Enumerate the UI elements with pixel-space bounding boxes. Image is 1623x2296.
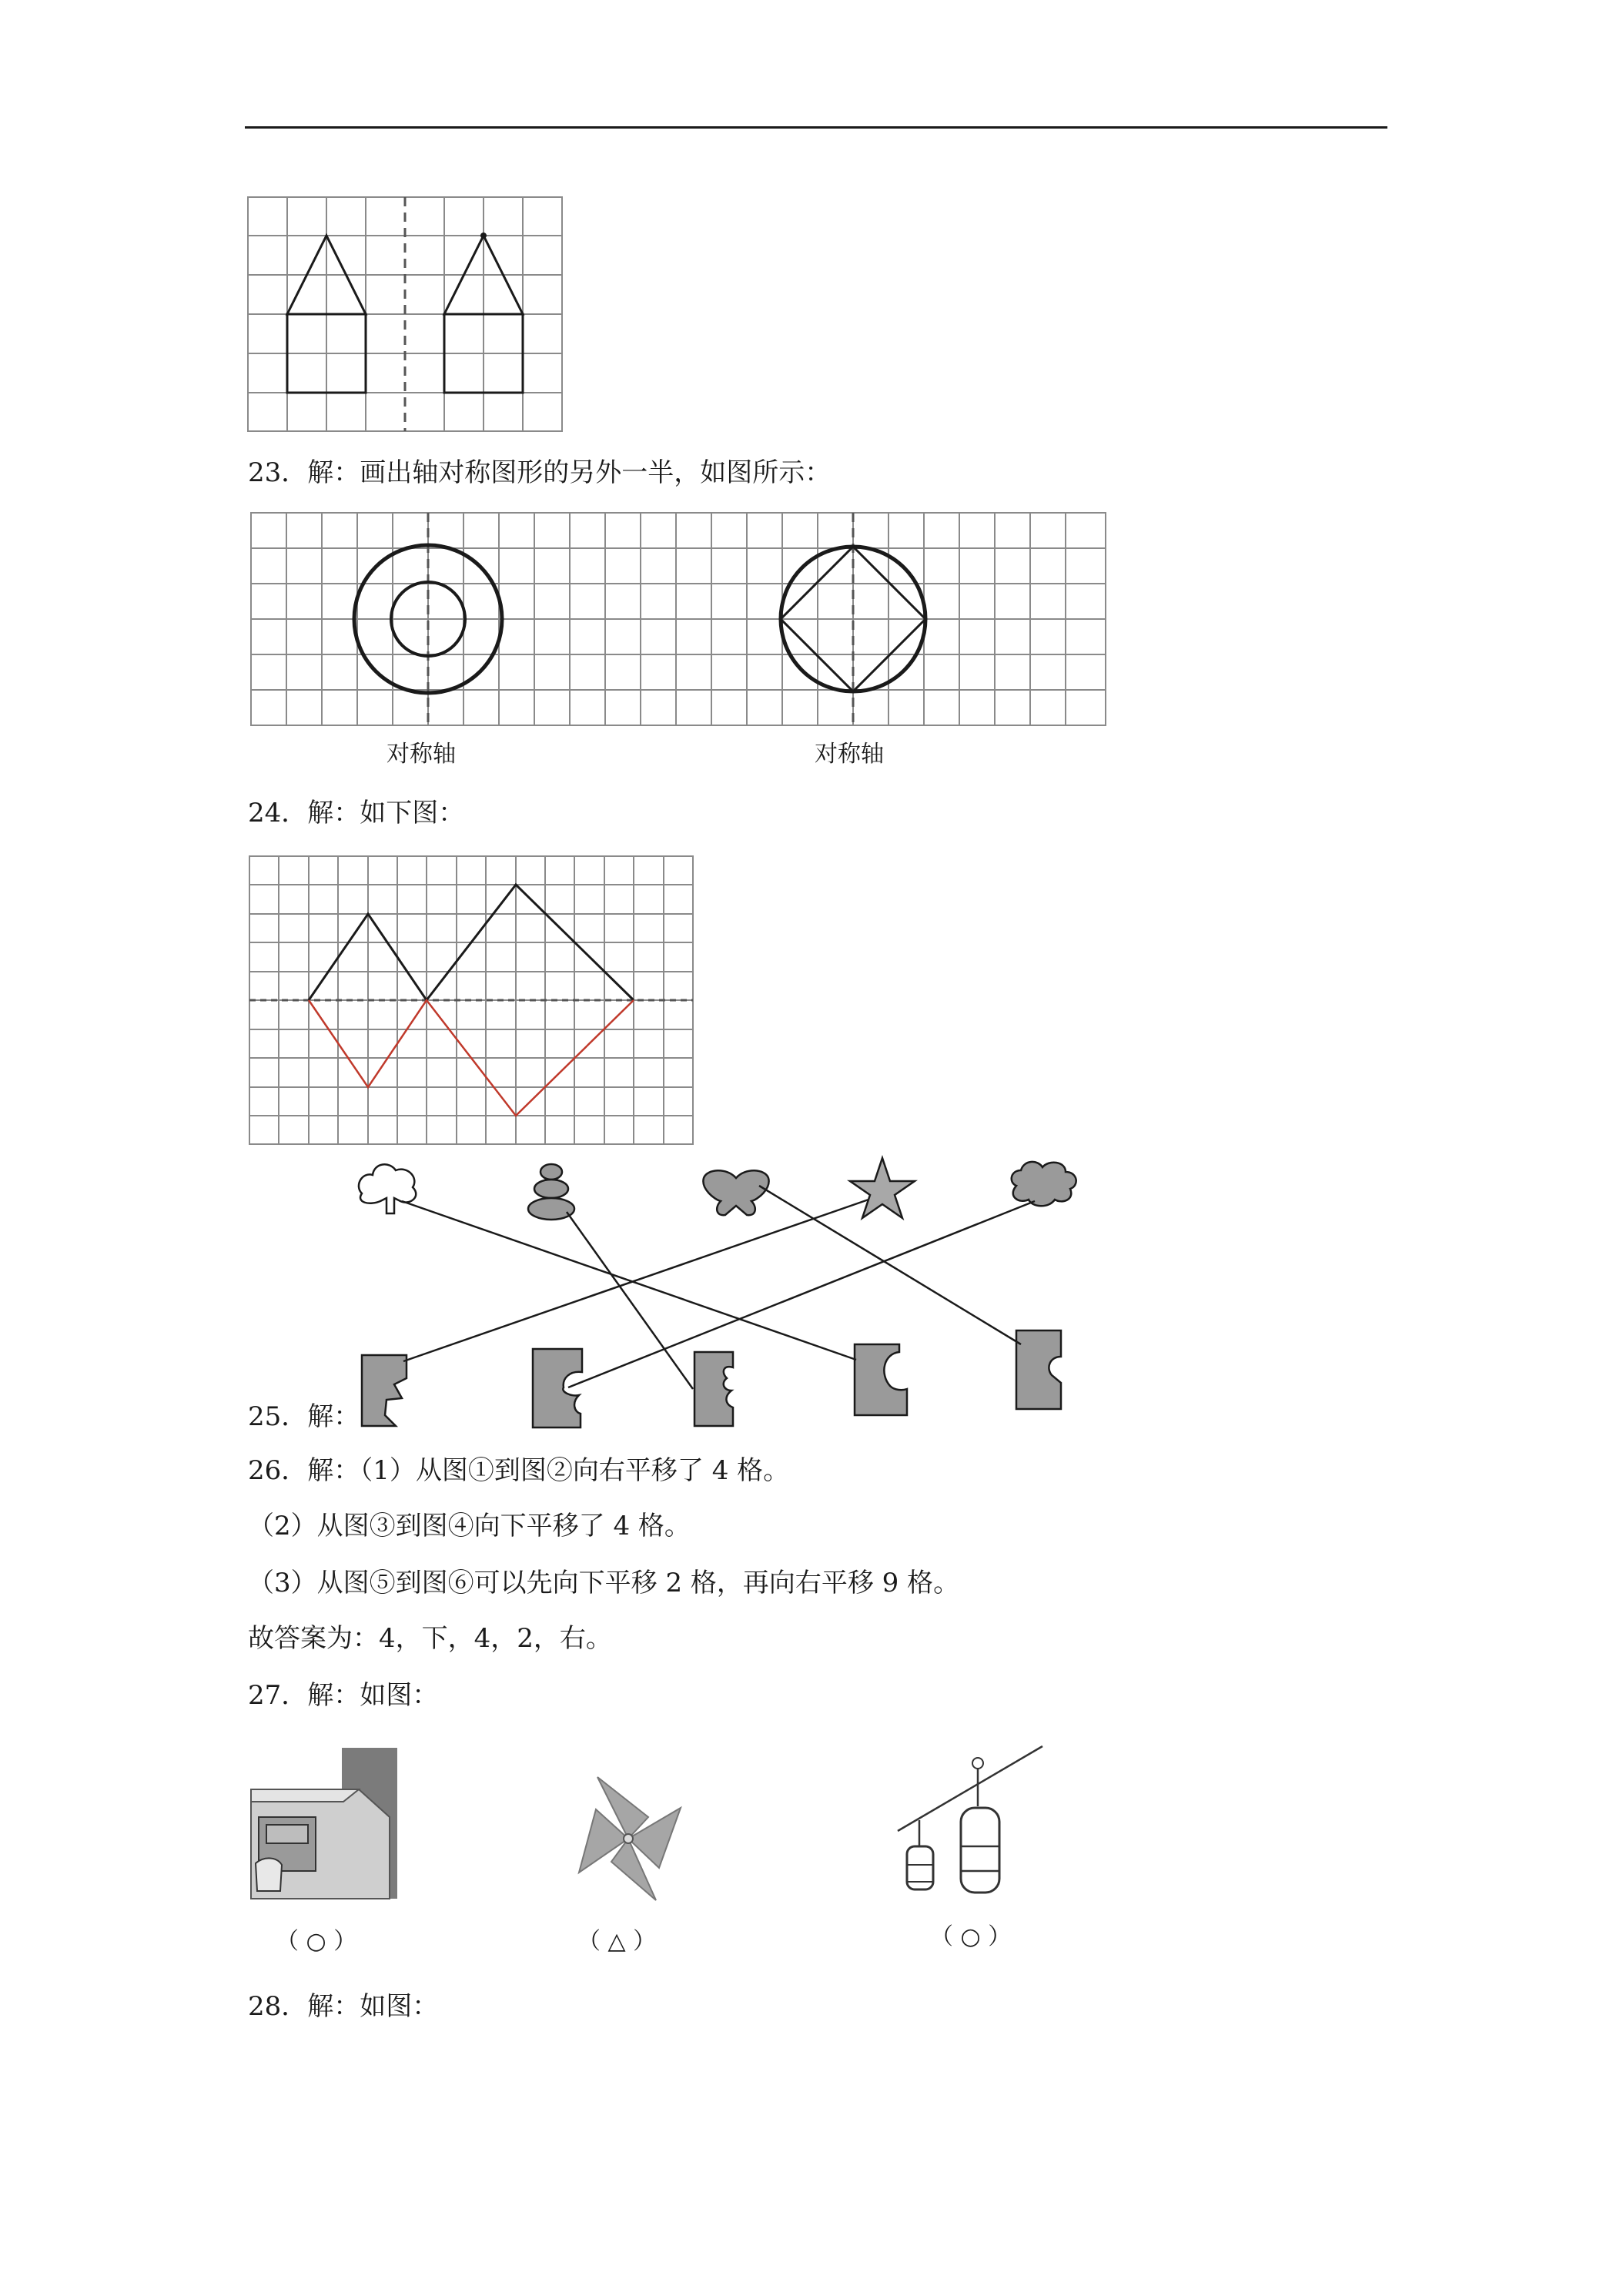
q28-text: 28．解：如图： [248,1991,439,2022]
q26-line4: 故答案为：4，下，4，2，右。 [248,1623,612,1654]
q24-text: 24．解：如下图： [248,798,465,828]
cutout-3 [694,1352,733,1426]
q23-text: 23．解：画出轴对称图形的另外一半，如图所示： [248,457,832,488]
q27-text: 27．解：如图： [248,1680,439,1711]
axis-label-left: 对称轴 [387,741,456,768]
q26-line2: （2）从图③到图④向下平移了 4 格。 [248,1511,691,1541]
answer-drawer: （ ○ ） [276,1928,357,1955]
cutout-4 [855,1344,907,1415]
q26-line1: 26．解：（1）从图①到图②向右平移了 4 格。 [248,1455,790,1486]
tree-shape [359,1164,416,1213]
butterfly-shape [703,1170,768,1215]
cutout-5 [1016,1330,1061,1409]
axis-label-right: 对称轴 [815,741,884,768]
q25-text: 25．解： [248,1401,360,1432]
cutout-2 [533,1349,582,1427]
answer-pinwheel: （ △ ） [577,1928,657,1955]
star-shape [850,1158,915,1218]
drawer-image [251,1748,400,1902]
q25-figure [339,1155,1109,1440]
house-symmetry-figure [248,197,562,431]
pinwheel-image [574,1771,682,1906]
q24-figure [249,856,693,1144]
header-rule [245,126,1387,129]
cloud-shape [1012,1162,1076,1206]
answer-cable-car: （ ○ ） [930,1923,1012,1950]
cutout-1 [362,1355,407,1426]
q26-line3: （3）从图⑤到图⑥可以先向下平移 2 格，再向右平移 9 格。 [248,1568,960,1598]
cable-car-image [898,1746,1042,1900]
q23-figure [251,513,1106,725]
